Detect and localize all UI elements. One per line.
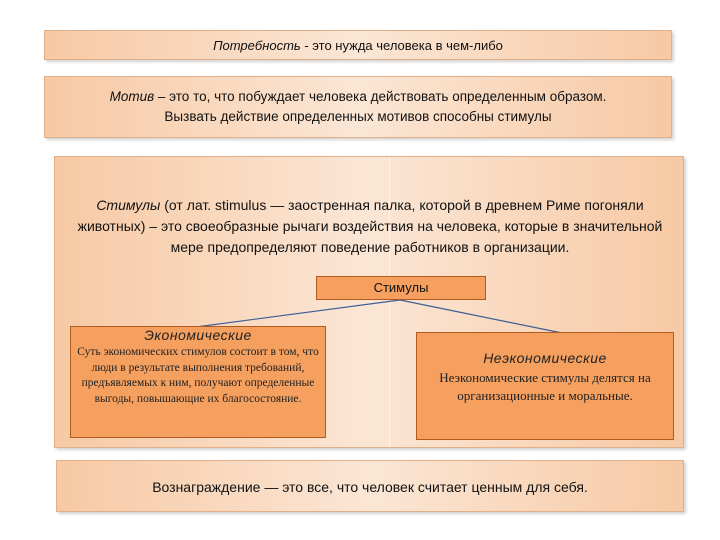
economic-node [70, 326, 326, 438]
non-economic-title: Неэкономические [483, 350, 607, 366]
reward-text: — это все, что человек считает ценным для себя. [260, 479, 588, 495]
stimuli-term: Стимулы [96, 197, 161, 213]
stimuli-node: Стимулы [316, 276, 486, 300]
economic-body: Суть экономических стимулов состоит в том, что люди в результате выполнения требований, предъявляемых к ним, получают определенные выгоды, повышающие их благосостояние. [77, 346, 319, 405]
economic-title: Экономические [144, 327, 252, 343]
non-economic-body: Неэкономические стимулы делятся на организационные и моральные. [439, 370, 651, 403]
motive-line-2: Вызвать действие определенных мотивов способны стимулы [164, 109, 552, 124]
motive-text: – это то, что побуждает человека действовать определенным образом. [154, 89, 607, 104]
reward-definition-box [56, 460, 684, 512]
connector-right [400, 300, 562, 333]
need-text: - это нужда человека в чем-либо [300, 38, 503, 53]
connector-left [196, 300, 400, 327]
reward-term: Вознаграждение [152, 479, 261, 495]
motive-term: Мотив [109, 89, 155, 104]
non-economic-node [416, 332, 674, 440]
need-term: Потребность [213, 38, 301, 53]
stimuli-text: (от лат. stimulus — заостренная палка, которой в древнем Риме погоняли животных) – это своеобразные рычаги воздействия на человека, которые в значительной мере предопределяют поведение работников в организации. [77, 197, 663, 255]
